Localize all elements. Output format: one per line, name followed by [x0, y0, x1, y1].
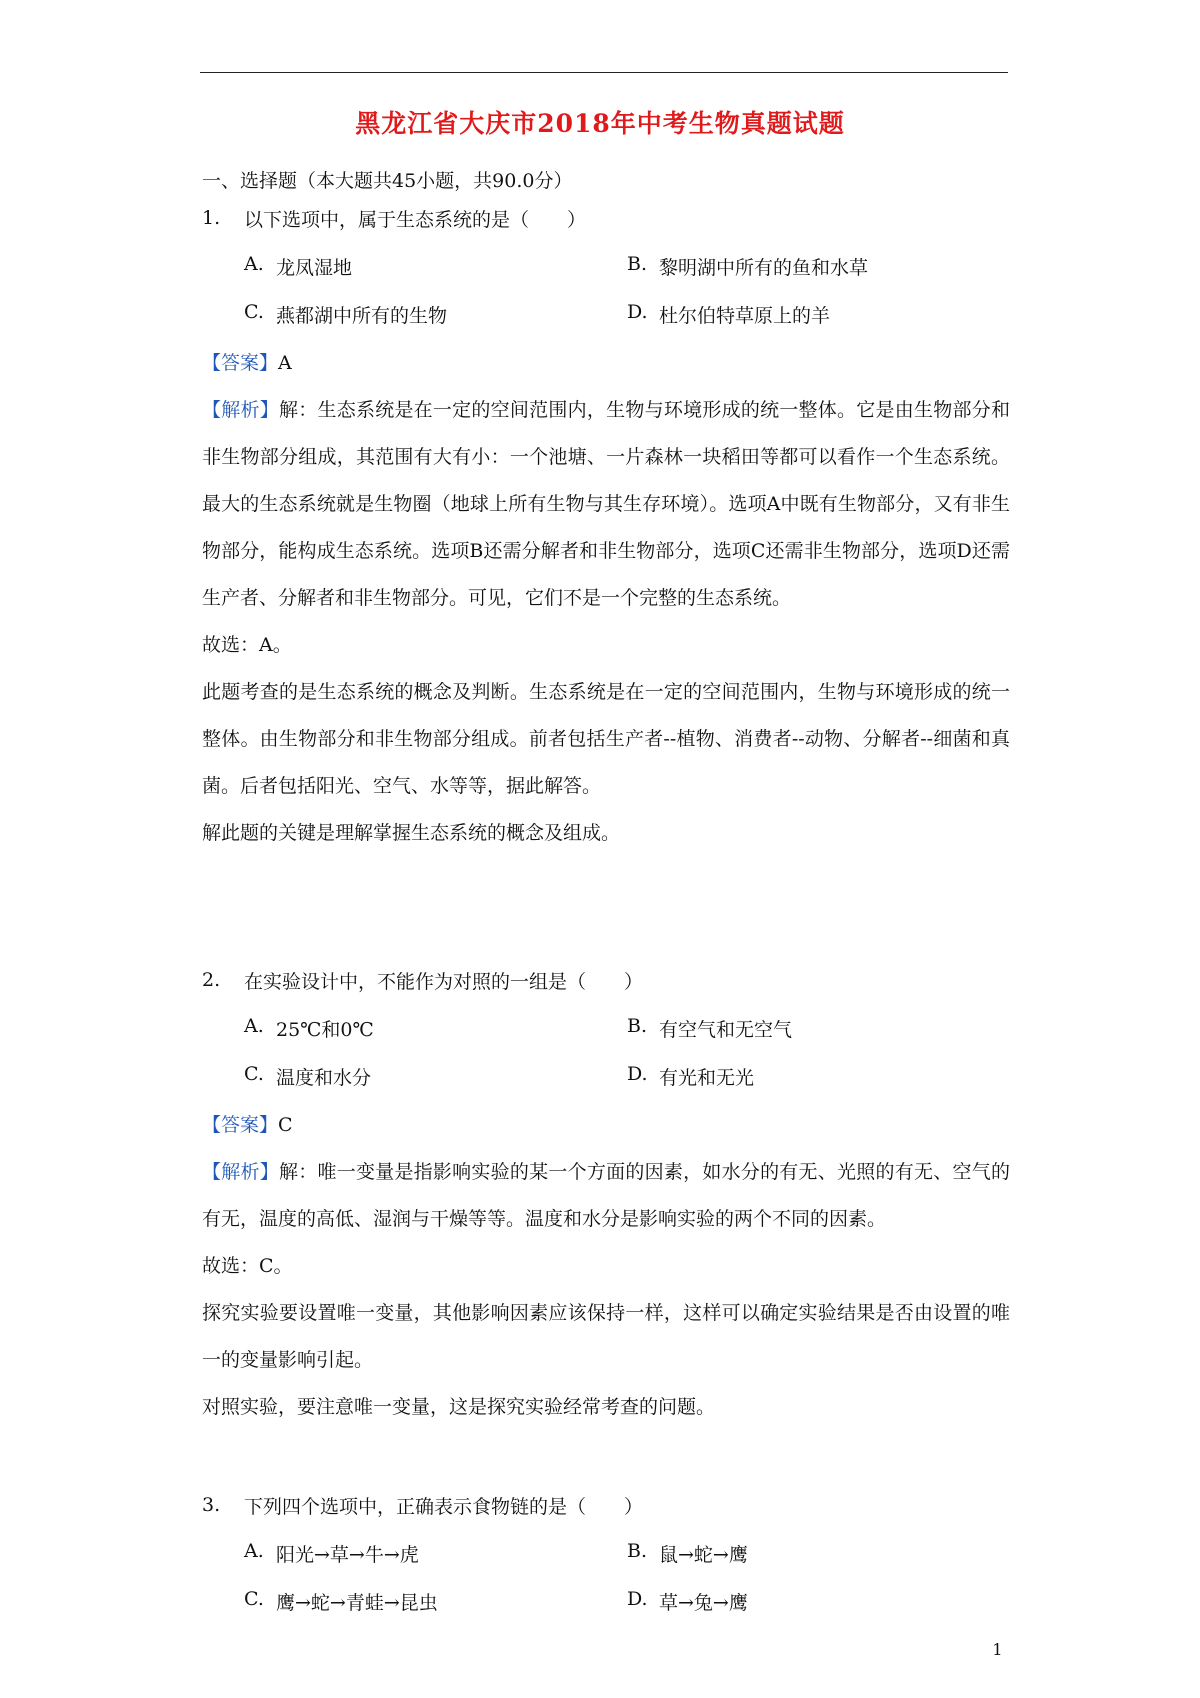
explanation-paragraph: 此题考查的是生态系统的概念及判断。生态系统是在一定的空间范围内，生物与环境形成的统一整体。由生物部分和非生物部分组成。前者包括生产者--植物、消费者--动物、分解者--细菌和真菌。后者包括阳光、空气、水等等，据此解答。 [202, 681, 1010, 797]
option-b [627, 1540, 1010, 1567]
option-text: 阳光→草→牛→虎 [276, 1543, 419, 1566]
explanation-paragraph: 对照实验，要注意唯一变量，这是探究实验经常考查的问题。 [202, 1396, 716, 1418]
question-number: 3. [202, 1494, 221, 1516]
explanation-paragraph: 探究实验要设置唯一变量，其他影响因素应该保持一样，这样可以确定实验结果是否由设置的唯一的变量影响引起。 [202, 1302, 1010, 1371]
question-3 [202, 1487, 1010, 1625]
page-number: 1 [992, 1640, 1003, 1659]
question-text: 在实验设计中，不能作为对照的一组是（ ） [244, 970, 644, 993]
option-a [244, 1015, 627, 1042]
analysis-paragraph [202, 1149, 1010, 1243]
option-letter: D. [627, 300, 648, 323]
question-stem [202, 962, 1010, 998]
question-1 [202, 200, 1010, 857]
option-c [244, 1588, 627, 1615]
answer-value: A [278, 352, 292, 374]
option-text: 鼠→蛇→鹰 [659, 1543, 748, 1566]
question-text: 下列四个选项中，正确表示食物链的是（ ） [244, 1495, 644, 1518]
option-letter: D. [627, 1587, 648, 1610]
explanation-paragraph: 解此题的关键是理解掌握生态系统的概念及组成。 [202, 822, 621, 844]
option-d [627, 1588, 1010, 1615]
page-title: 黑龙江省大庆市2018年中考生物真题试题 [355, 109, 845, 138]
option-a [244, 1540, 627, 1567]
option-text: 温度和水分 [276, 1066, 372, 1089]
question-text: 以下选项中，属于生态系统的是（ ） [244, 208, 587, 231]
option-letter: C. [244, 1587, 264, 1610]
answer-line [202, 340, 1010, 387]
option-text: 燕都湖中所有的生物 [276, 304, 448, 327]
option-b [627, 253, 1010, 280]
option-letter: A. [244, 1539, 264, 1562]
option-text: 黎明湖中所有的鱼和水草 [659, 256, 869, 279]
option-text: 鹰→蛇→青蛙→昆虫 [276, 1591, 438, 1614]
answer-label: 【答案】 [202, 1114, 279, 1136]
answer-line [202, 1102, 1010, 1149]
answer-value: C [278, 1114, 293, 1136]
option-letter: C. [244, 1062, 264, 1085]
analysis-text: 解：生态系统是在一定的空间范围内，生物与环境形成的统一整体。它是由生物部分和非生物部分组成，其范围有大有小：一个池塘、一片森林一块稻田等都可以看作一个生态系统。最大的生态系统就是生物圈（地球上所有生物与其生存环境）。选项A中既有生物部分，又有非生物部分，能构成生态系统。选项B还需分解者和非生物部分，选项C还需非生物部分，选项D还需生产者、分解者和非生物部分。可见，它们不是一个完整的生态系统。 [202, 399, 1010, 609]
option-letter: D. [627, 1062, 648, 1085]
option-text: 有光和无光 [659, 1066, 755, 1089]
option-text: 25℃和0℃ [276, 1018, 374, 1041]
question-number: 2. [202, 969, 221, 991]
option-letter: B. [627, 1014, 648, 1037]
option-text: 有空气和无空气 [659, 1018, 793, 1041]
option-letter: A. [244, 1014, 264, 1037]
analysis-paragraph [202, 387, 1010, 622]
question-stem [202, 200, 1010, 236]
option-c [244, 1063, 627, 1090]
analysis-text: 解：唯一变量是指影响实验的某一个方面的因素，如水分的有无、光照的有无、空气的有无，温度的高低、湿润与干燥等等。温度和水分是影响实验的两个不同的因素。 [202, 1161, 1010, 1230]
choose-line: 故选：C。 [202, 1255, 293, 1277]
option-c [244, 301, 627, 328]
options [244, 1529, 1010, 1625]
analysis-label: 【解析】 [202, 399, 279, 421]
options [244, 1004, 1010, 1100]
option-a [244, 253, 627, 280]
option-d [627, 1063, 1010, 1090]
section-heading: 一、选择题（本大题共45小题，共90.0分） [202, 170, 573, 192]
question-stem [202, 1487, 1010, 1523]
header-rule [200, 72, 1008, 73]
option-b [627, 1015, 1010, 1042]
option-letter: B. [627, 252, 648, 275]
option-letter: A. [244, 252, 264, 275]
question-2 [202, 962, 1010, 1431]
options [244, 242, 1010, 338]
option-text: 龙凤湿地 [276, 256, 353, 279]
analysis-label: 【解析】 [202, 1161, 279, 1183]
choose-line: 故选：A。 [202, 634, 292, 656]
option-d [627, 301, 1010, 328]
option-text: 杜尔伯特草原上的羊 [659, 304, 831, 327]
option-letter: C. [244, 300, 264, 323]
option-letter: B. [627, 1539, 648, 1562]
option-text: 草→兔→鹰 [659, 1591, 748, 1614]
answer-label: 【答案】 [202, 352, 279, 374]
question-number: 1. [202, 207, 221, 229]
